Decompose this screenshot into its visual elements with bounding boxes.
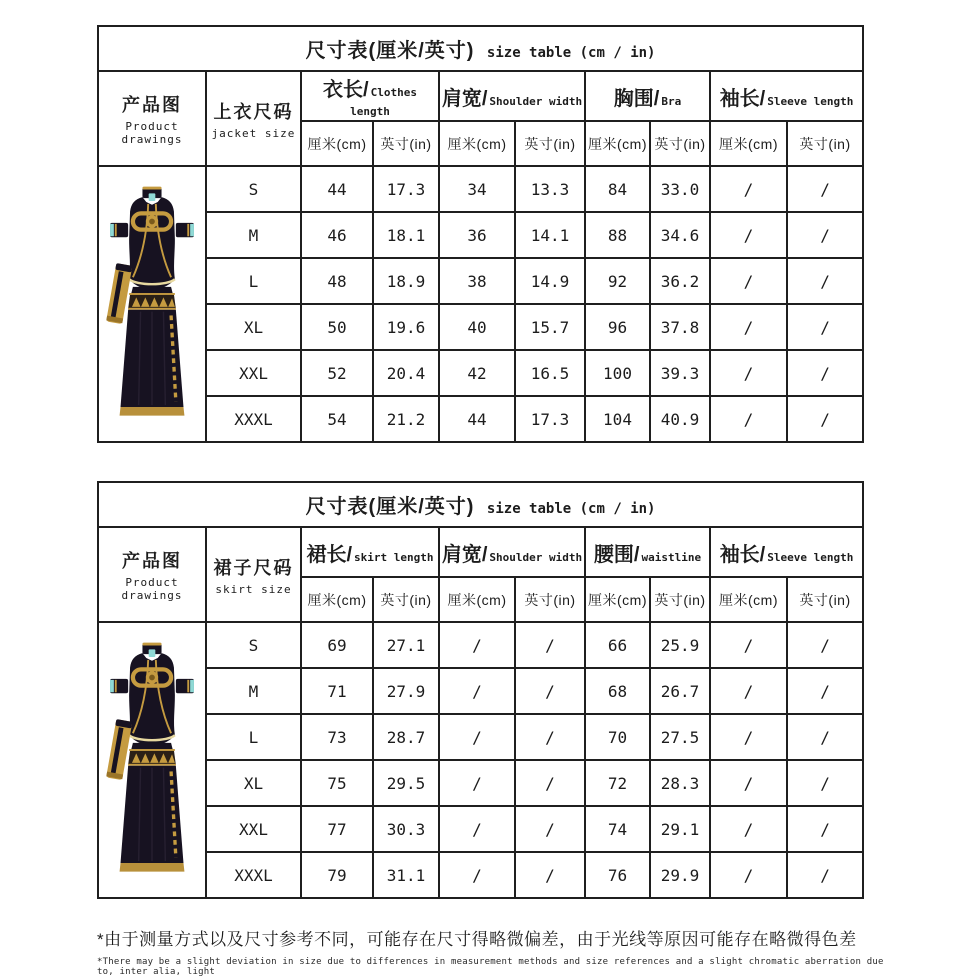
- sleeve-length-header: [710, 71, 863, 121]
- product-drawings-header-cn: 产品图: [122, 551, 182, 571]
- value-cell: /: [787, 258, 863, 304]
- value-cell: /: [710, 668, 787, 714]
- value-cell: /: [439, 622, 515, 668]
- value-cell: 13.3: [515, 166, 585, 212]
- value-cell: 42: [439, 350, 515, 396]
- value-cell: 30.3: [373, 806, 439, 852]
- value-cell: 34.6: [650, 212, 710, 258]
- footnote: [97, 925, 887, 977]
- table-row: [98, 527, 863, 577]
- size-label-cell: L: [206, 258, 301, 304]
- waistline-header-cn: 腰围/: [593, 543, 640, 566]
- size-label-cell: XL: [206, 304, 301, 350]
- value-cell: 71: [301, 668, 373, 714]
- value-cell: 31.1: [373, 852, 439, 898]
- unit-cm-cell: 厘米(cm): [439, 577, 515, 622]
- footnote-english: *There may be a slight deviation in size due to differences in measurement methods and size references and a slight chromatic aberration due to, inter alia, light: [97, 957, 884, 977]
- clothes-length-header: [301, 71, 439, 121]
- size-label-cell: M: [206, 212, 301, 258]
- value-cell: 104: [585, 396, 650, 442]
- unit-cm-cell: 厘米(cm): [585, 577, 650, 622]
- value-cell: /: [710, 212, 787, 258]
- jacket-size-header-cn: 上衣尺码: [213, 101, 294, 122]
- table-row: [98, 714, 863, 760]
- value-cell: /: [710, 714, 787, 760]
- skirt-size-table: [97, 481, 864, 899]
- value-cell: /: [515, 806, 585, 852]
- value-cell: 76: [585, 852, 650, 898]
- value-cell: 72: [585, 760, 650, 806]
- skirt-length-header-en: skirt length: [354, 550, 434, 564]
- product-image-cell: [98, 166, 206, 442]
- unit-in-cell: 英寸(in): [373, 121, 439, 166]
- value-cell: /: [515, 714, 585, 760]
- shoulder-width-header-en: Shoulder width: [489, 550, 583, 564]
- value-cell: 74: [585, 806, 650, 852]
- value-cell: 28.7: [373, 714, 439, 760]
- size-label-cell: XL: [206, 760, 301, 806]
- value-cell: 48: [301, 258, 373, 304]
- value-cell: /: [710, 304, 787, 350]
- value-cell: /: [787, 212, 863, 258]
- value-cell: /: [515, 852, 585, 898]
- table-title: [98, 26, 863, 71]
- value-cell: 34: [439, 166, 515, 212]
- costume-illustration: [104, 636, 200, 884]
- size-label-cell: S: [206, 622, 301, 668]
- costume-illustration: [104, 180, 200, 428]
- size-label-cell: XXL: [206, 350, 301, 396]
- value-cell: /: [787, 760, 863, 806]
- sleeve-length-header-cn: 袖长/: [719, 87, 766, 110]
- unit-in-cell: 英寸(in): [787, 577, 863, 622]
- value-cell: 79: [301, 852, 373, 898]
- value-cell: /: [787, 852, 863, 898]
- jacket-size-table: [97, 25, 864, 443]
- table-row: [98, 166, 863, 212]
- value-cell: /: [515, 622, 585, 668]
- value-cell: 66: [585, 622, 650, 668]
- value-cell: 73: [301, 714, 373, 760]
- table-row: [98, 212, 863, 258]
- unit-in-cell: 英寸(in): [373, 577, 439, 622]
- waistline-header-en: waistline: [641, 550, 702, 564]
- value-cell: 92: [585, 258, 650, 304]
- value-cell: 69: [301, 622, 373, 668]
- skirt-length-header: [301, 527, 439, 577]
- unit-cm-cell: 厘米(cm): [585, 121, 650, 166]
- shoulder-width-header: [439, 71, 585, 121]
- value-cell: /: [710, 852, 787, 898]
- value-cell: /: [439, 806, 515, 852]
- value-cell: /: [787, 304, 863, 350]
- value-cell: 33.0: [650, 166, 710, 212]
- table-row: [98, 806, 863, 852]
- size-label-cell: S: [206, 166, 301, 212]
- value-cell: 100: [585, 350, 650, 396]
- value-cell: /: [787, 350, 863, 396]
- value-cell: 29.9: [650, 852, 710, 898]
- value-cell: 44: [439, 396, 515, 442]
- value-cell: /: [787, 806, 863, 852]
- value-cell: /: [439, 852, 515, 898]
- value-cell: /: [710, 350, 787, 396]
- jacket-size-header-en: jacket size: [211, 126, 296, 140]
- value-cell: 18.9: [373, 258, 439, 304]
- product-drawings-header: [98, 71, 206, 166]
- value-cell: 39.3: [650, 350, 710, 396]
- value-cell: 14.1: [515, 212, 585, 258]
- value-cell: 54: [301, 396, 373, 442]
- unit-cm-cell: 厘米(cm): [710, 577, 787, 622]
- value-cell: 26.7: [650, 668, 710, 714]
- unit-in-cell: 英寸(in): [515, 121, 585, 166]
- value-cell: 25.9: [650, 622, 710, 668]
- table-row: [98, 482, 863, 527]
- value-cell: 75: [301, 760, 373, 806]
- value-cell: 29.1: [650, 806, 710, 852]
- table-title-cn: 尺寸表(厘米/英寸): [305, 496, 475, 518]
- table-row: [98, 26, 863, 71]
- value-cell: /: [515, 668, 585, 714]
- product-drawings-header-en: Product drawings: [121, 120, 183, 146]
- bust-header-cn: 胸围/: [613, 87, 660, 110]
- value-cell: /: [710, 166, 787, 212]
- size-label-cell: M: [206, 668, 301, 714]
- table-title-cn: 尺寸表(厘米/英寸): [305, 40, 475, 62]
- shoulder-width-header: [439, 527, 585, 577]
- table-row: [98, 622, 863, 668]
- value-cell: /: [787, 166, 863, 212]
- value-cell: 68: [585, 668, 650, 714]
- table-title: [98, 482, 863, 527]
- skirt-length-header-cn: 裙长/: [306, 543, 353, 566]
- value-cell: 17.3: [373, 166, 439, 212]
- value-cell: 18.1: [373, 212, 439, 258]
- bust-header: [585, 71, 710, 121]
- value-cell: /: [439, 714, 515, 760]
- sleeve-length-header-en: Sleeve length: [767, 550, 854, 564]
- value-cell: 14.9: [515, 258, 585, 304]
- skirt-size-header-en: skirt size: [215, 582, 292, 596]
- table-row: [98, 852, 863, 898]
- value-cell: 52: [301, 350, 373, 396]
- value-cell: 84: [585, 166, 650, 212]
- skirt-size-header-cn: 裙子尺码: [213, 557, 294, 578]
- table-row: [98, 258, 863, 304]
- value-cell: 70: [585, 714, 650, 760]
- value-cell: 44: [301, 166, 373, 212]
- sleeve-length-header: [710, 527, 863, 577]
- value-cell: 15.7: [515, 304, 585, 350]
- value-cell: 19.6: [373, 304, 439, 350]
- value-cell: /: [710, 258, 787, 304]
- table-row: [98, 760, 863, 806]
- value-cell: /: [787, 668, 863, 714]
- value-cell: 36: [439, 212, 515, 258]
- size-label-cell: XXL: [206, 806, 301, 852]
- skirt-size-header: [206, 527, 301, 622]
- value-cell: 40: [439, 304, 515, 350]
- value-cell: 29.5: [373, 760, 439, 806]
- unit-cm-cell: 厘米(cm): [710, 121, 787, 166]
- sleeve-length-header-en: Sleeve length: [767, 94, 854, 108]
- table-row: [98, 668, 863, 714]
- bust-header-en: Bra: [661, 94, 682, 108]
- value-cell: 96: [585, 304, 650, 350]
- value-cell: /: [787, 714, 863, 760]
- value-cell: /: [787, 622, 863, 668]
- unit-in-cell: 英寸(in): [650, 121, 710, 166]
- value-cell: /: [710, 396, 787, 442]
- table-title-en: size table (cm / in): [486, 501, 656, 517]
- value-cell: 50: [301, 304, 373, 350]
- value-cell: 46: [301, 212, 373, 258]
- value-cell: /: [439, 668, 515, 714]
- value-cell: /: [710, 622, 787, 668]
- footnote-chinese: *由于测量方式以及尺寸参考不同，可能存在尺寸得略微偏差，由于光线等原因可能存在略微得色差: [97, 930, 857, 949]
- value-cell: 27.9: [373, 668, 439, 714]
- value-cell: /: [515, 760, 585, 806]
- value-cell: 21.2: [373, 396, 439, 442]
- clothes-length-header-cn: 衣长/: [323, 78, 369, 101]
- value-cell: 40.9: [650, 396, 710, 442]
- jacket-size-header: [206, 71, 301, 166]
- value-cell: 28.3: [650, 760, 710, 806]
- table-row: [98, 71, 863, 121]
- value-cell: 17.3: [515, 396, 585, 442]
- waistline-header: [585, 527, 710, 577]
- value-cell: 27.5: [650, 714, 710, 760]
- unit-cm-cell: 厘米(cm): [301, 577, 373, 622]
- value-cell: 36.2: [650, 258, 710, 304]
- shoulder-width-header-cn: 肩宽/: [441, 543, 488, 566]
- size-label-cell: XXXL: [206, 396, 301, 442]
- value-cell: 37.8: [650, 304, 710, 350]
- unit-cm-cell: 厘米(cm): [301, 121, 373, 166]
- table-row: [98, 396, 863, 442]
- value-cell: 88: [585, 212, 650, 258]
- value-cell: /: [439, 760, 515, 806]
- value-cell: /: [787, 396, 863, 442]
- product-drawings-header-cn: 产品图: [122, 95, 182, 115]
- clothes-length-header-en: Clothes length: [350, 85, 417, 118]
- table-row: [98, 350, 863, 396]
- product-drawings-header-en: Product drawings: [121, 576, 183, 602]
- unit-in-cell: 英寸(in): [787, 121, 863, 166]
- product-image-cell: [98, 622, 206, 898]
- table-row: [98, 304, 863, 350]
- value-cell: /: [710, 760, 787, 806]
- shoulder-width-header-cn: 肩宽/: [441, 87, 488, 110]
- shoulder-width-header-en: Shoulder width: [489, 94, 583, 108]
- unit-cm-cell: 厘米(cm): [439, 121, 515, 166]
- value-cell: 38: [439, 258, 515, 304]
- unit-in-cell: 英寸(in): [650, 577, 710, 622]
- value-cell: 77: [301, 806, 373, 852]
- sleeve-length-header-cn: 袖长/: [719, 543, 766, 566]
- product-drawings-header: [98, 527, 206, 622]
- size-label-cell: L: [206, 714, 301, 760]
- value-cell: 16.5: [515, 350, 585, 396]
- value-cell: /: [710, 806, 787, 852]
- value-cell: 27.1: [373, 622, 439, 668]
- value-cell: 20.4: [373, 350, 439, 396]
- unit-in-cell: 英寸(in): [515, 577, 585, 622]
- size-label-cell: XXXL: [206, 852, 301, 898]
- table-title-en: size table (cm / in): [486, 45, 656, 61]
